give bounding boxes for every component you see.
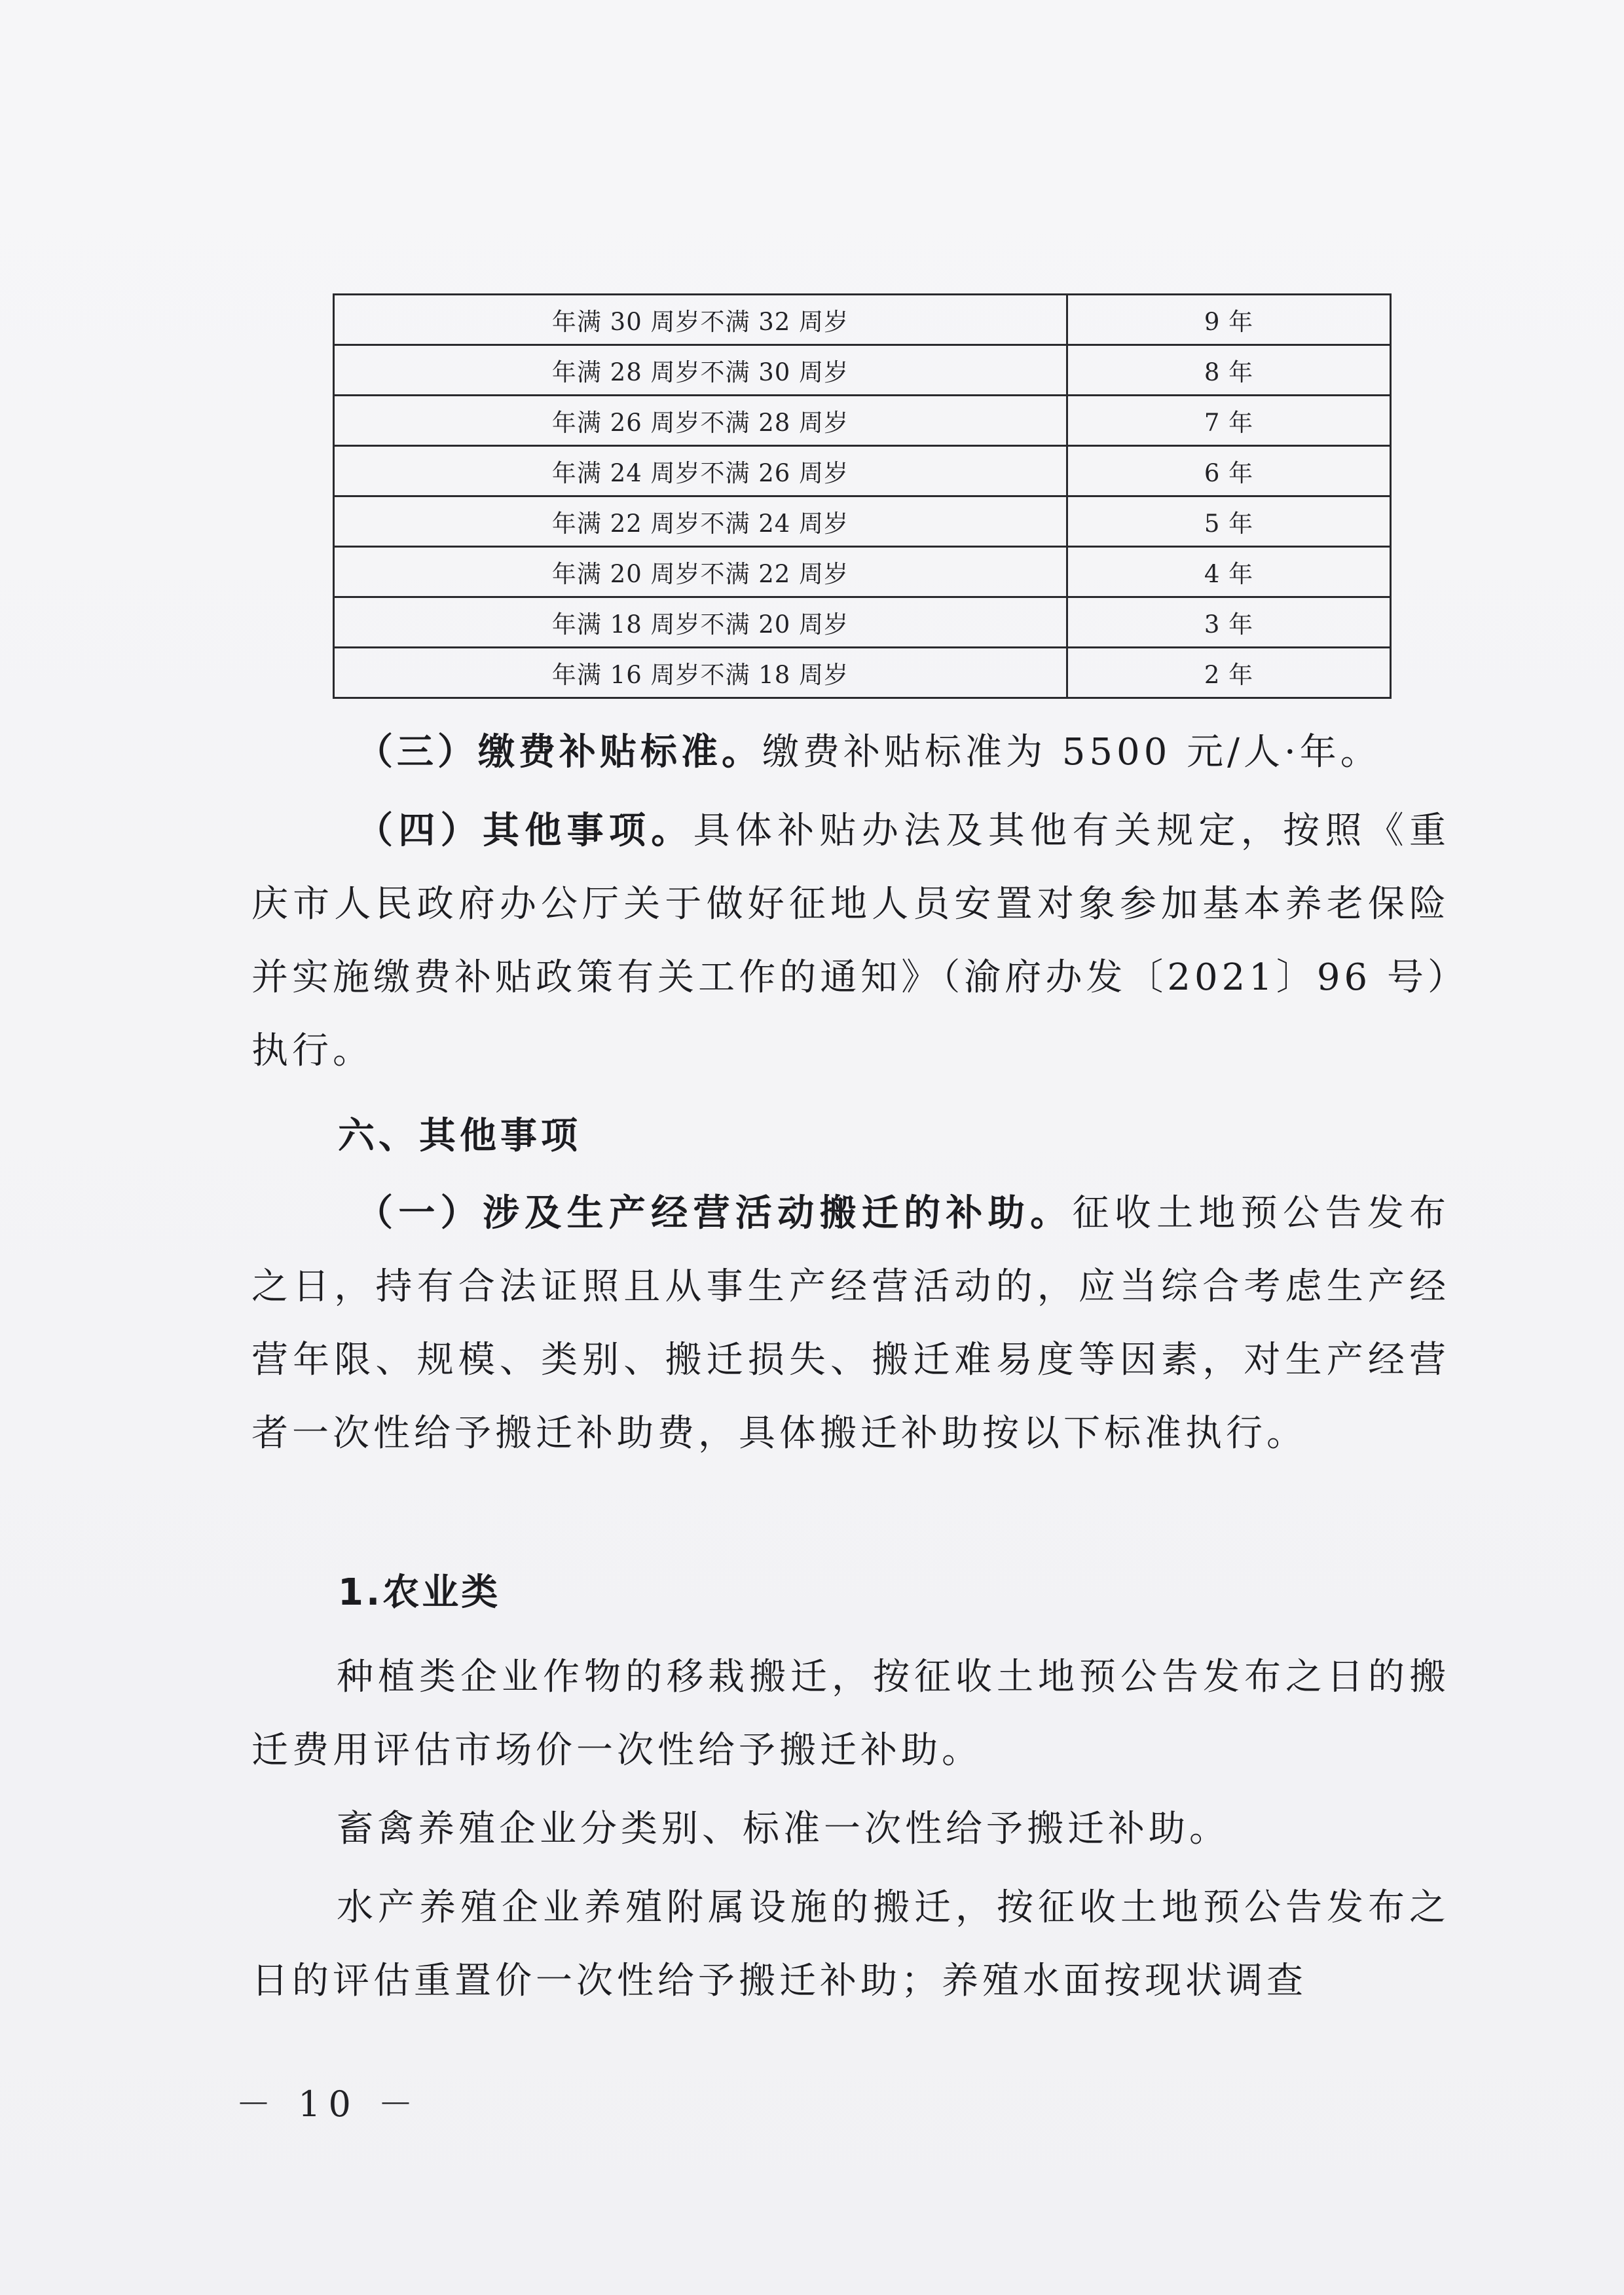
other-matters-paragraph: [251, 794, 1450, 1088]
table-row: [334, 345, 1391, 396]
table-row: [334, 446, 1391, 496]
section-heading-six: 六、其他事项: [338, 1115, 581, 1157]
table-row: [334, 648, 1391, 698]
age-range-cell: 年满 22 周岁不满 24 周岁: [334, 496, 1067, 547]
years-cell: 5 年: [1067, 496, 1391, 547]
table-row: [334, 547, 1391, 597]
payment-standard-text: 缴费补贴标准为 5500 元/人·年。: [762, 731, 1381, 774]
agriculture-heading: 1.农业类: [338, 1571, 501, 1614]
other-matters-lead: （四）其他事项。: [356, 810, 693, 852]
years-cell: 2 年: [1067, 648, 1391, 698]
years-cell: 6 年: [1067, 446, 1391, 496]
subsidy-years-table: [333, 293, 1392, 699]
years-cell: 3 年: [1067, 597, 1391, 648]
age-range-cell: 年满 16 周岁不满 18 周岁: [334, 648, 1067, 698]
relocation-lead: （一）涉及生产经营活动搬迁的补助。: [356, 1192, 1073, 1235]
age-range-cell: 年满 26 周岁不满 28 周岁: [334, 396, 1067, 446]
years-cell: 9 年: [1067, 295, 1391, 345]
table-row: [334, 597, 1391, 648]
table-row: [334, 295, 1391, 345]
age-range-cell: 年满 30 周岁不满 32 周岁: [334, 295, 1067, 345]
age-range-cell: 年满 20 周岁不满 22 周岁: [334, 547, 1067, 597]
years-cell: 7 年: [1067, 396, 1391, 446]
payment-standard-lead: （三）缴费补贴标准。: [356, 731, 762, 774]
relocation-text: 征收土地预公告发布之日，持有合法证照且从事生产经营活动的，应当综合考虑生产经营年限、规模、类别、搬迁损失、搬迁难易度等因素，对生产经营者一次性给予搬迁补助费，具体搬迁补助按以下标准执行。: [251, 1192, 1450, 1455]
payment-standard-paragraph: [251, 716, 1450, 789]
other-matters-text: 具体补贴办法及其他有关规定，按照《重庆市人民政府办公厅关于做好征地人员安置对象参加基本养老保险并实施缴费补贴政策有关工作的通知》（渝府办发〔2021〕96 号）执行。: [251, 810, 1450, 1072]
age-range-cell: 年满 18 周岁不满 20 周岁: [334, 597, 1067, 648]
table-row: [334, 396, 1391, 446]
age-range-cell: 年满 24 周岁不满 26 周岁: [334, 446, 1067, 496]
age-range-cell: 年满 28 周岁不满 30 周岁: [334, 345, 1067, 396]
livestock-paragraph: 畜禽养殖企业分类别、标准一次性给予搬迁补助。: [337, 1808, 1230, 1850]
planting-paragraph: 种植类企业作物的移栽搬迁，按征收土地预公告发布之日的搬迁费用评估市场价一次性给予搬迁补助。: [251, 1656, 1450, 1772]
table-row: [334, 496, 1391, 547]
aquaculture-paragraph: 水产养殖企业养殖附属设施的搬迁，按征收土地预公告发布之日的评估重置价一次性给予搬迁补助；养殖水面按现状调查: [251, 1886, 1450, 2002]
years-cell: 4 年: [1067, 547, 1391, 597]
page-number: － 10 －: [236, 2083, 422, 2125]
years-cell: 8 年: [1067, 345, 1391, 396]
relocation-paragraph: [251, 1177, 1450, 1470]
